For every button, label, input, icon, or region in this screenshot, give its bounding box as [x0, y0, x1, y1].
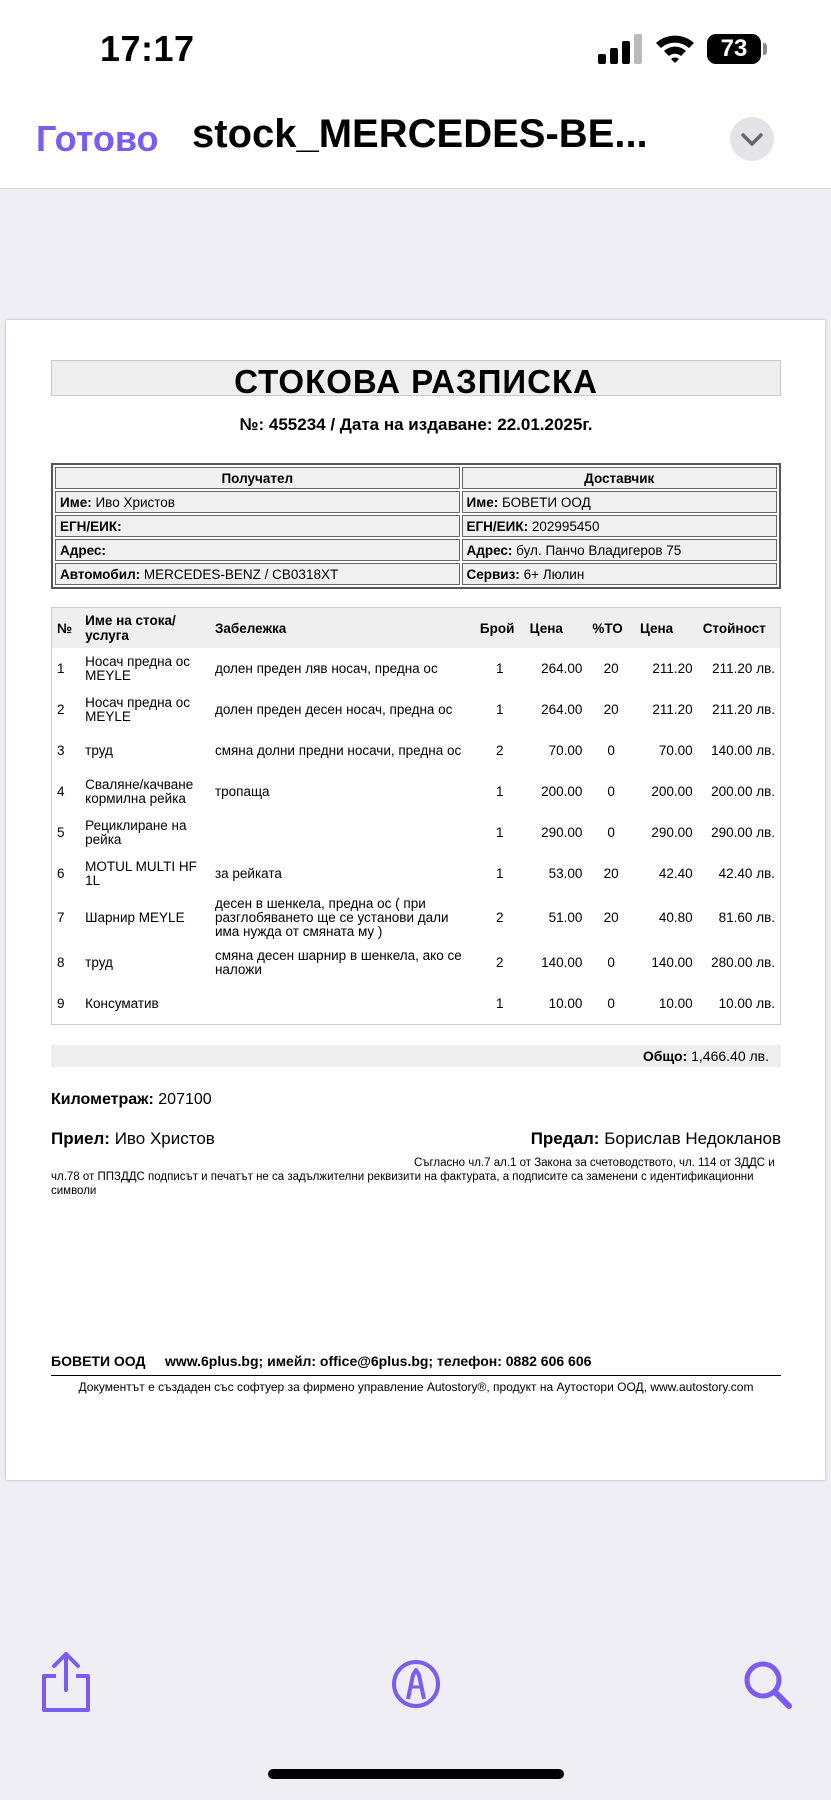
table-row — [52, 942, 781, 983]
row-name: труд — [85, 742, 113, 758]
cellular-signal-icon — [598, 34, 642, 64]
items-table — [51, 607, 781, 1025]
row-qty: 1 — [496, 995, 504, 1011]
handed-by: Предал: Борислав Недокланов — [530, 1129, 781, 1148]
row-price-2: 140.00 — [651, 954, 693, 970]
row-value: 42.40 лв. — [718, 865, 775, 881]
wifi-icon — [654, 32, 696, 64]
row-to: 0 — [607, 954, 615, 970]
row-price: 200.00 — [541, 783, 583, 799]
row-to: 0 — [607, 783, 615, 799]
row-qty: 1 — [496, 865, 504, 881]
row-number: 8 — [57, 954, 65, 970]
col-number: № — [52, 608, 81, 649]
markup-icon[interactable] — [391, 1659, 441, 1709]
row-to: 20 — [603, 910, 619, 925]
row-price: 140.00 — [541, 954, 583, 970]
col-value: Стойност — [698, 608, 781, 649]
row-note: смяна долни предни носачи, предна ос — [214, 742, 462, 758]
row-name: Носач предна ос MEYLE — [85, 694, 191, 724]
row-qty: 2 — [496, 742, 504, 758]
row-number: 2 — [57, 701, 65, 717]
total-value: 1,466.40 лв. — [691, 1048, 769, 1064]
supplier-address: Адрес: бул. Панчо Владигеров 75 — [462, 539, 778, 561]
row-name: Рециклиране на рейка — [85, 817, 187, 847]
row-qty: 1 — [496, 783, 504, 799]
row-to: 0 — [607, 742, 615, 758]
row-name: Консуматив — [85, 995, 159, 1011]
col-note: Забележка — [210, 608, 475, 649]
footer-contacts: БОВЕТИ ООД www.6plus.bg; имейл: office@6plus.bg; телефон: 0882 606 606 — [51, 1353, 592, 1369]
recipient-address: Адрес: — [55, 539, 460, 561]
row-number: 6 — [57, 865, 65, 881]
col-qty: Брой — [475, 608, 525, 649]
row-price-2: 70.00 — [658, 742, 693, 758]
table-row — [52, 689, 781, 730]
row-number: 7 — [57, 910, 65, 925]
table-row — [52, 894, 781, 942]
row-qty: 1 — [496, 660, 504, 676]
parties-table — [51, 463, 781, 589]
recipient-egn: ЕГН/ЕИК: — [55, 515, 460, 537]
recipient-header: Получател — [55, 467, 460, 489]
row-name: MOTUL MULTI HF 1L — [85, 858, 197, 888]
row-to: 20 — [603, 701, 619, 717]
table-row — [52, 771, 781, 812]
row-price: 51.00 — [548, 910, 583, 925]
table-row — [52, 983, 781, 1025]
col-name: Име на стока/услуга — [80, 608, 210, 649]
row-price-2: 290.00 — [651, 824, 693, 840]
row-name: труд — [85, 954, 113, 970]
done-button[interactable]: Готово — [36, 118, 159, 159]
recipient-car: Автомобил: MERCEDES-BENZ / СВ0318ХТ — [55, 563, 460, 585]
row-price-2: 211.20 — [652, 660, 693, 676]
col-price-2: Цена — [635, 608, 698, 649]
table-row — [52, 648, 781, 689]
table-row — [52, 730, 781, 771]
document-heading: СТОКОВА РАЗПИСКА — [51, 360, 781, 396]
footer-divider — [51, 1375, 781, 1376]
row-price-2: 211.20 — [652, 701, 693, 717]
battery-tip — [763, 43, 767, 55]
row-to: 20 — [603, 660, 619, 676]
row-value: 140.00 лв. — [711, 742, 775, 758]
row-note — [210, 983, 475, 1025]
supplier-name: Име: БОВЕТИ ООД — [462, 491, 778, 513]
table-row — [52, 812, 781, 853]
battery-indicator: 73 — [707, 34, 761, 64]
row-price: 264.00 — [541, 701, 583, 717]
row-price-2: 42.40 — [658, 865, 693, 881]
row-to: 20 — [603, 865, 619, 881]
row-to: 0 — [607, 995, 615, 1011]
nav-bar — [0, 100, 831, 189]
row-number: 1 — [57, 660, 65, 676]
row-name: Сваляне/качване кормилна рейка — [85, 776, 194, 806]
row-value: 81.60 лв. — [718, 910, 775, 925]
supplier-egn: ЕГН/ЕИК: 202995450 — [462, 515, 778, 537]
row-note: за рейката — [214, 865, 282, 881]
row-value: 211.20 лв. — [712, 660, 775, 676]
status-bar — [0, 0, 831, 100]
table-row — [52, 853, 781, 894]
row-price: 53.00 — [548, 865, 583, 881]
row-price: 264.00 — [541, 660, 583, 676]
recipient-name: Име: Иво Христов — [55, 491, 460, 513]
home-indicator — [268, 1769, 564, 1779]
row-price: 70.00 — [548, 742, 583, 758]
mileage: Километраж: 207100 — [51, 1091, 212, 1108]
row-name: Шарнир MEYLE — [85, 910, 185, 925]
row-note: смяна десен шарнир в шенкела, ако се наложи — [214, 947, 462, 977]
row-qty: 1 — [496, 824, 504, 840]
received-by: Приел: Иво Христов — [51, 1129, 215, 1148]
row-price: 290.00 — [541, 824, 583, 840]
document-number-date: №: 455234 / Дата на издаване: 22.01.2025г. — [239, 415, 593, 434]
row-qty: 2 — [496, 910, 504, 925]
row-note: десен в шенкела, предна ос ( при разглобяването ще се установи дали има нужда от смяната му ) — [214, 896, 449, 939]
search-icon[interactable] — [743, 1660, 793, 1710]
col-price: Цена — [525, 608, 588, 649]
status-time: 17:17 — [100, 28, 195, 69]
row-note: долен преден ляв носач, предна ос — [214, 660, 438, 676]
row-price-2: 200.00 — [651, 783, 693, 799]
row-value: 211.20 лв. — [712, 701, 775, 717]
total-bar — [51, 1045, 781, 1067]
row-qty: 2 — [496, 954, 504, 970]
row-number: 5 — [57, 824, 65, 840]
row-note — [210, 812, 475, 853]
row-value: 200.00 лв. — [711, 783, 775, 799]
chevron-down-icon — [730, 117, 774, 161]
legal-note: Съгласно чл.7 ал.1 от Закона за счетоводството, чл. 114 от ЗДДС и чл.78 от ППЗДДС подписът и печатът не са задължителни реквизити на фактурата, а подписите са заменени с идентификационни символи — [51, 1157, 775, 1197]
row-number: 3 — [57, 742, 65, 758]
supplier-header: Доставчик — [462, 467, 778, 489]
row-qty: 1 — [496, 701, 504, 717]
document-page — [6, 320, 825, 1480]
row-note: тропаща — [214, 783, 270, 799]
document-title: stock_MERCEDES-BE... — [192, 112, 648, 156]
row-value: 290.00 лв. — [711, 824, 775, 840]
share-icon[interactable] — [40, 1650, 92, 1714]
supplier-service: Сервиз: 6+ Люлин — [462, 563, 778, 585]
row-price-2: 40.80 — [658, 910, 693, 925]
footer-note: Документът е създаден със софтуер за фирмено управление Autostory®, продукт на Аутостори ООД, www.autostory.com — [78, 1380, 754, 1394]
row-value: 280.00 лв. — [711, 954, 775, 970]
row-price: 10.00 — [548, 995, 583, 1011]
title-menu-button[interactable] — [730, 117, 774, 161]
row-to: 0 — [607, 824, 615, 840]
row-note: долен преден десен носач, предна ос — [214, 701, 453, 717]
row-number: 9 — [57, 995, 65, 1011]
row-price-2: 10.00 — [658, 995, 693, 1011]
col-to: %ТО — [587, 608, 635, 649]
row-name: Носач предна ос MEYLE — [85, 653, 191, 683]
row-value: 10.00 лв. — [718, 995, 775, 1011]
row-number: 4 — [57, 783, 65, 799]
total-label: Общо: — [642, 1048, 688, 1064]
